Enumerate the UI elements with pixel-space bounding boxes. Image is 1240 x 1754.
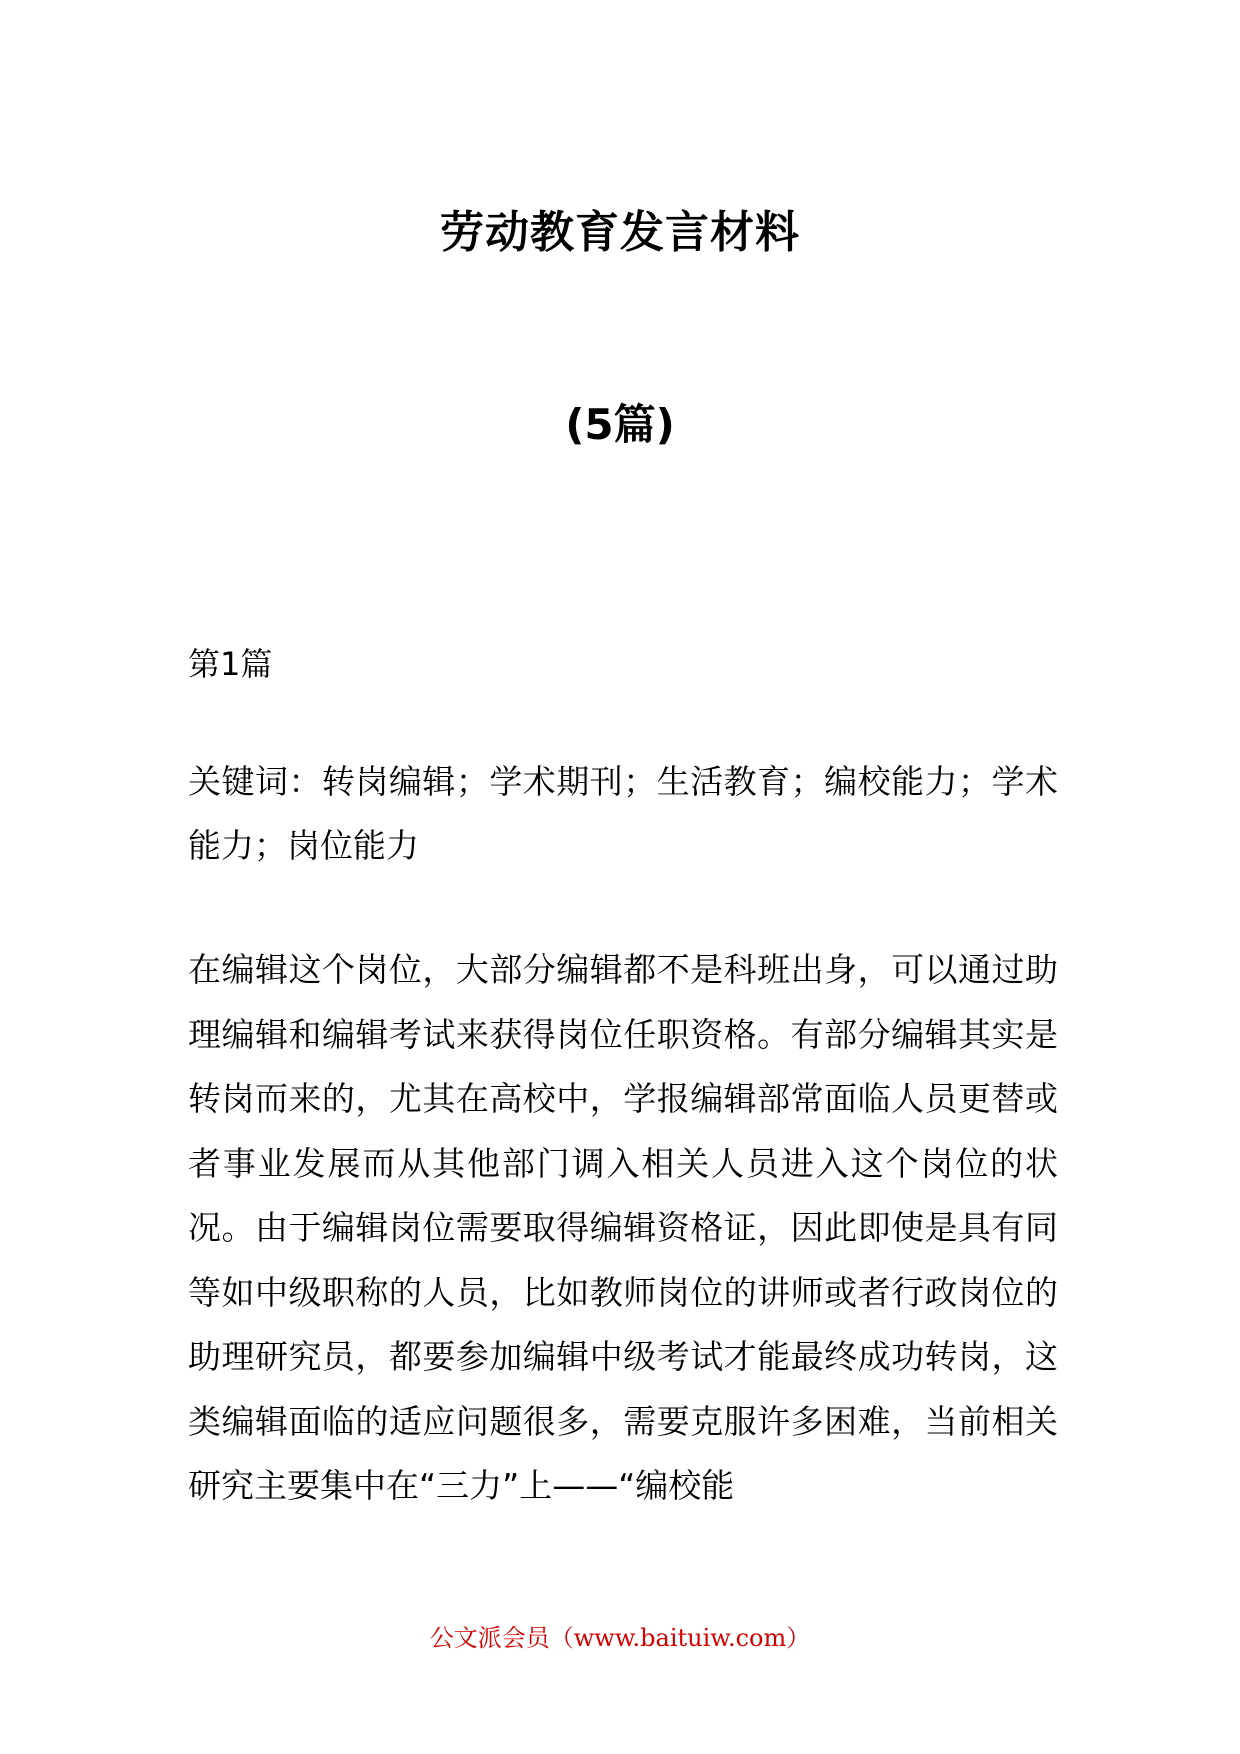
document-subtitle: (5篇)	[565, 400, 675, 449]
document-title: 劳动教育发言材料	[440, 207, 800, 258]
section-heading: 第1篇	[188, 645, 273, 683]
body-paragraph: 在编辑这个岗位，大部分编辑都不是科班出身，可以通过助理编辑和编辑考试来获得岗位任职资格。有部分编辑其实是转岗而来的，尤其在高校中，学报编辑部常面临人员更替或者事业发展而从其他部门调入相关人员进入这个岗位的状况。由于编辑岗位需要取得编辑资格证，因此即使是具有同等如中级职称的人员，比如教师岗位的讲师或者行政岗位的助理研究员，都要参加编辑中级考试才能最终成功转岗，这类编辑面临的适应问题很多，需要克服许多困难，当前相关研究主要集中在“三力”上——“编校能	[188, 950, 1058, 1505]
keywords-line: 关键词：转岗编辑；学术期刊；生活教育；编校能力；学术能力；岗位能力	[188, 762, 1058, 865]
document-content	[188, 640, 1058, 1519]
footer-watermark: 公文派会员（www.baituiw.com）	[429, 1624, 811, 1652]
